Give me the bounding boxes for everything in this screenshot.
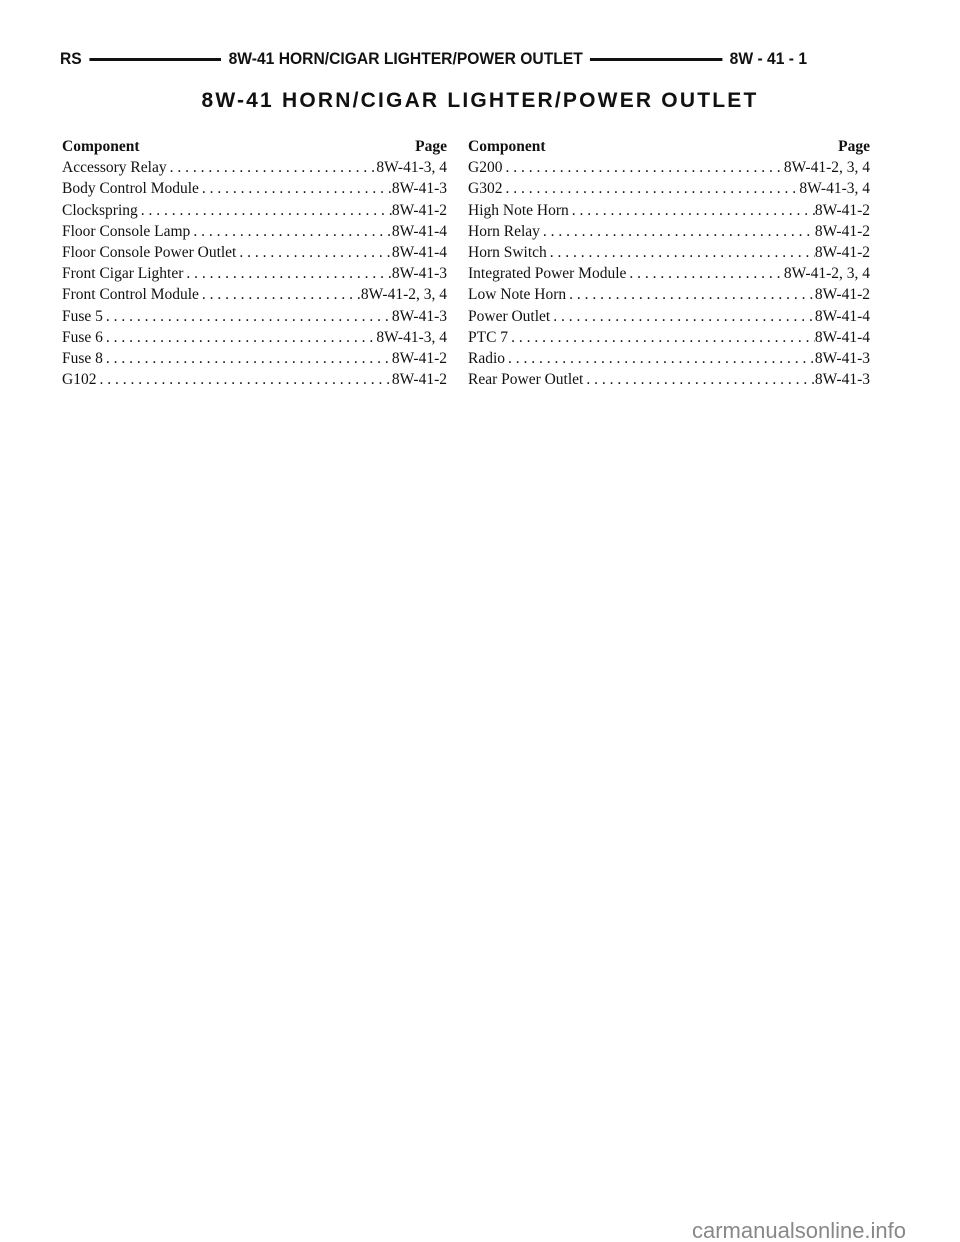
component-name: Low Note Horn (468, 286, 567, 304)
component-name: Rear Power Outlet (468, 371, 584, 389)
dot-leader (550, 306, 815, 327)
component-name: Power Outlet (468, 307, 551, 325)
component-name: Clockspring (62, 201, 138, 219)
index-entry (62, 263, 447, 284)
running-header (60, 47, 807, 71)
index-entry (468, 284, 870, 305)
component-name: Fuse 5 (62, 307, 103, 325)
header-rule (89, 58, 221, 61)
dot-leader (508, 327, 815, 348)
page-reference: 8W-41-2, 3, 4 (783, 265, 870, 283)
page-header: Page (838, 138, 870, 155)
page-reference: 8W-41-2, 3, 4 (783, 159, 870, 177)
component-name: G302 (468, 180, 503, 198)
dot-leader (505, 348, 815, 369)
index-entry (468, 327, 870, 348)
index-entry (468, 200, 870, 221)
page-reference: 8W-41-4 (391, 243, 447, 261)
index-column-right (468, 136, 870, 390)
dot-leader (583, 369, 815, 390)
component-name: Floor Console Power Outlet (62, 243, 237, 261)
dot-leader (190, 221, 392, 242)
index-entry (468, 221, 870, 242)
header-rule (590, 58, 722, 61)
page-reference: 8W-41-2, 3, 4 (360, 286, 447, 304)
component-name: Fuse 8 (62, 349, 103, 367)
component-name: Horn Relay (468, 222, 540, 240)
dot-leader (199, 284, 361, 305)
page-reference: 8W-41-2 (814, 286, 870, 304)
dot-leader (103, 306, 392, 327)
page-reference: 8W-41-2 (391, 349, 447, 367)
watermark: carmanualsonline.info (692, 1218, 907, 1242)
dot-leader (199, 178, 392, 199)
index-entry (62, 306, 447, 327)
page-reference: 8W-41-2 (814, 201, 870, 219)
component-name: G102 (62, 371, 97, 389)
dot-leader (626, 263, 783, 284)
page-reference: 8W-41-3, 4 (376, 159, 447, 177)
dot-leader (236, 242, 392, 263)
component-name: Body Control Module (62, 180, 199, 198)
index-entry (62, 242, 447, 263)
component-name: Front Control Module (62, 286, 199, 304)
index-entry (468, 242, 870, 263)
column-header (468, 136, 870, 157)
page-reference: 8W-41-3 (814, 371, 870, 389)
component-header: Component (468, 138, 546, 155)
dot-leader (502, 178, 799, 199)
index-entry (468, 157, 870, 178)
index-column-left (62, 136, 447, 390)
component-name: Accessory Relay (62, 159, 167, 177)
page-header: Page (415, 138, 447, 155)
page-reference: 8W-41-2 (391, 371, 447, 389)
page-reference: 8W-41-4 (814, 328, 870, 346)
page-reference: 8W-41-3 (814, 349, 870, 367)
dot-leader (167, 157, 377, 178)
dot-leader (547, 242, 815, 263)
index-entry (62, 157, 447, 178)
index-entry (62, 221, 447, 242)
index-entry (468, 369, 870, 390)
index-entry (62, 200, 447, 221)
index-entry (62, 178, 447, 199)
column-header (62, 136, 447, 157)
header-center: 8W-41 HORN/CIGAR LIGHTER/POWER OUTLET (228, 49, 583, 68)
component-name: Front Cigar Lighter (62, 265, 184, 283)
index-entry (62, 284, 447, 305)
component-name: Integrated Power Module (468, 265, 627, 283)
page-reference: 8W-41-3, 4 (799, 180, 870, 198)
component-name: G200 (468, 159, 503, 177)
component-header: Component (62, 138, 140, 155)
page-reference: 8W-41-2 (391, 201, 447, 219)
page-reference: 8W-41-4 (814, 307, 870, 325)
dot-leader (138, 200, 392, 221)
dot-leader (103, 327, 376, 348)
index-entry (62, 327, 447, 348)
dot-leader (183, 263, 391, 284)
header-right: 8W - 41 - 1 (729, 49, 808, 68)
page-reference: 8W-41-3 (391, 180, 447, 198)
index-entry (468, 348, 870, 369)
page-reference: 8W-41-3 (391, 307, 447, 325)
dot-leader (569, 200, 815, 221)
page-reference: 8W-41-3 (391, 265, 447, 283)
header-left: RS (60, 49, 82, 68)
index-entry (62, 348, 447, 369)
component-name: PTC 7 (468, 328, 509, 346)
page-reference: 8W-41-2 (814, 222, 870, 240)
component-name: Fuse 6 (62, 328, 103, 346)
dot-leader (502, 157, 783, 178)
component-name: Horn Switch (468, 243, 547, 261)
page-title: 8W-41 HORN/CIGAR LIGHTER/POWER OUTLET (201, 89, 759, 112)
page-reference: 8W-41-2 (814, 243, 870, 261)
index-entry (468, 306, 870, 327)
index-entry (468, 263, 870, 284)
dot-leader (566, 284, 815, 305)
index-entry (468, 178, 870, 199)
dot-leader (103, 348, 392, 369)
page-reference: 8W-41-4 (391, 222, 447, 240)
index-entry (62, 369, 447, 390)
page-reference: 8W-41-3, 4 (376, 328, 447, 346)
component-name: High Note Horn (468, 201, 569, 219)
dot-leader (540, 221, 815, 242)
component-name: Radio (468, 349, 506, 367)
component-name: Floor Console Lamp (62, 222, 191, 240)
dot-leader (96, 369, 391, 390)
